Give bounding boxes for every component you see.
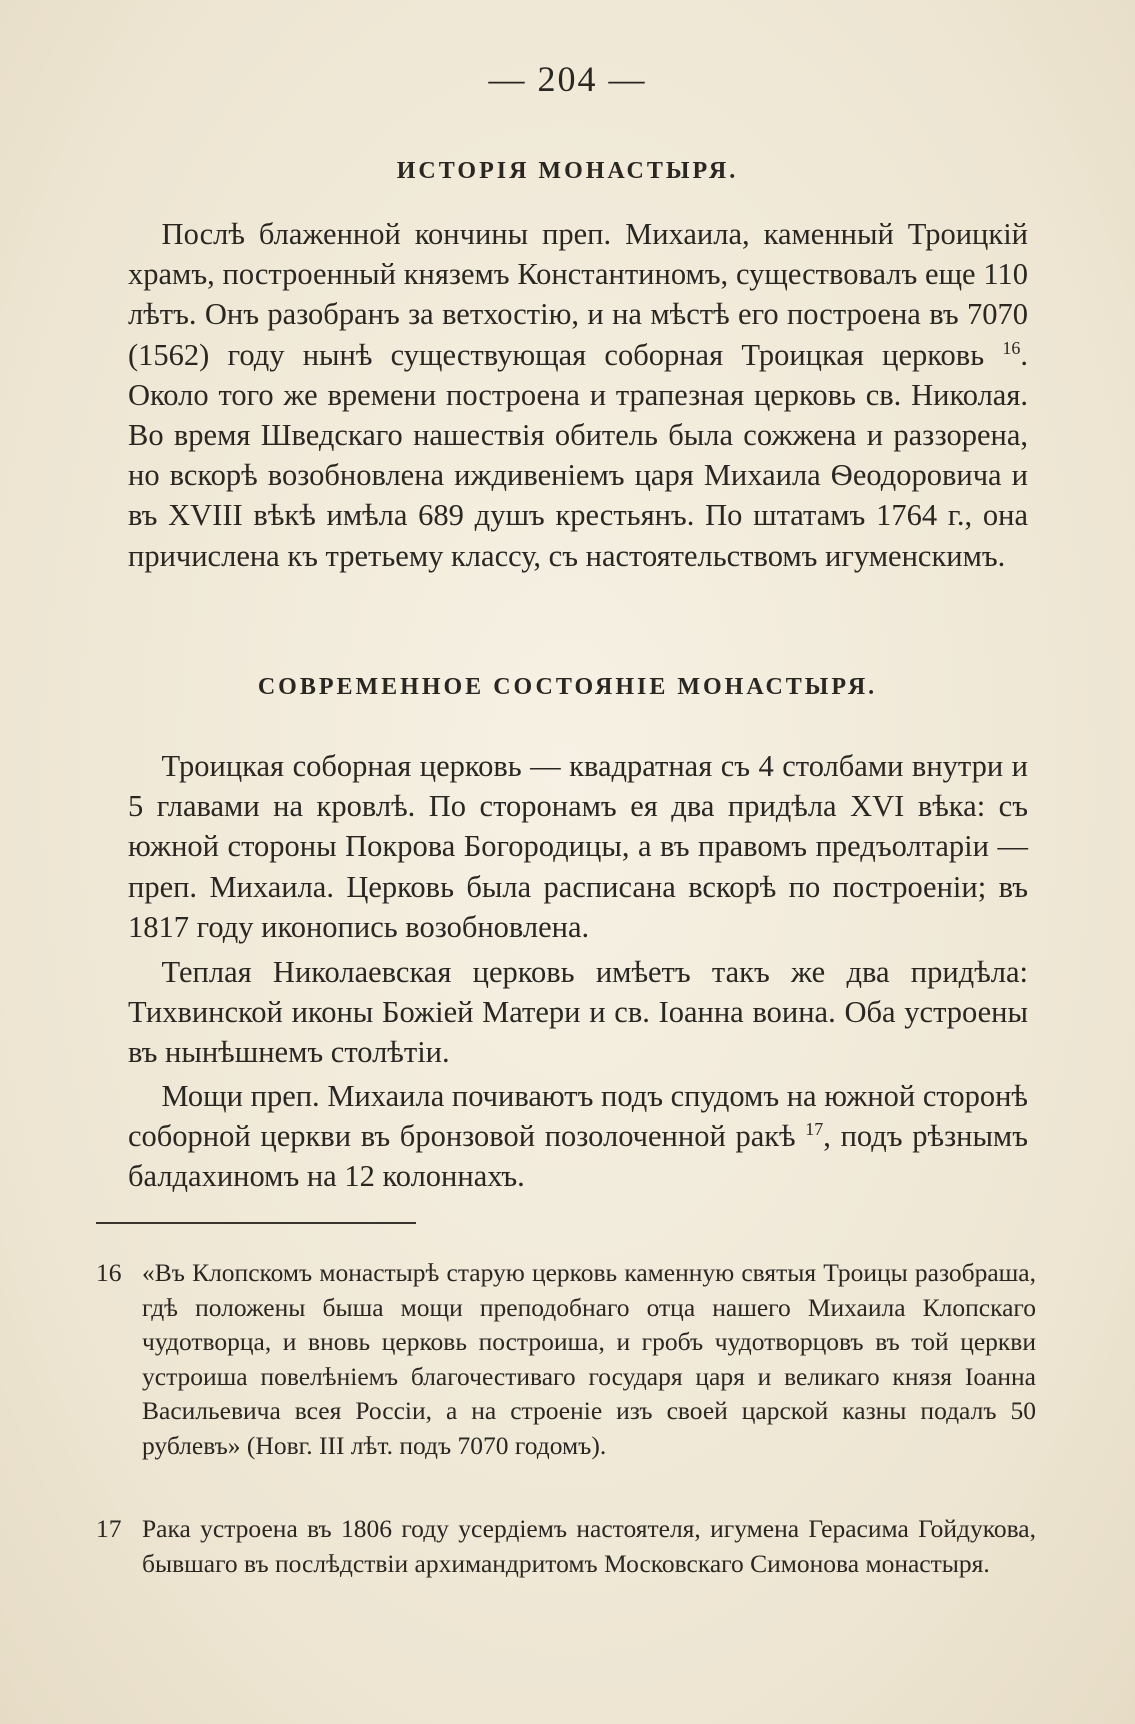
cathedral-paragraph: Троицкая соборная церковь — квадратная съ 4 столбами внутри и 5 главами на кровлѣ. По сторонамъ ея два придѣла XVI вѣка: съ южной стороны Покрова Богородицы, а въ правомъ предъолтаріи — преп. Михаила. Церковь была расписана вскорѣ по построеніи; въ 1817 году иконопись возобновлена. [128,749,1028,944]
history-paragraph [128,214,1028,576]
relics-text-part1: Мощи преп. Михаила почиваютъ подъ спудомъ на южной сторонѣ соборной церкви въ бронзовой позолоченной ракѣ [128,1079,1028,1154]
footnote-ref-17[interactable]: 17 [805,1119,824,1140]
footnote-text: «Въ Клопскомъ монастырѣ старую церковь каменную святыя Троицы разобраша, гдѣ положены быша мощи преподобнаго отца нашего Михаила Клопскаго чудотворца, и вновь церковь построиша, и гробъ чудотворцовъ въ той церкви устроиша повелѣніемъ благочестиваго государя царя и великаго князя Іоанна Васильевича всея Россіи, а на строеніе изъ своей царской казны подалъ 50 рублевъ» (Новг. III лѣт. подъ 7070 годомъ). [142,1258,1036,1460]
footnote-number: 17 [96,1514,122,1543]
footnote-divider [96,1222,416,1224]
footnote-17 [96,1512,1036,1581]
footnote-ref-16[interactable]: 16 [1002,337,1021,358]
history-text-part2: . Около того же времени построена и трапезная церковь св. Николая. Во время Шведскаго нашествія обитель была сожжена и раззорена, но вскорѣ возобновлена иждивеніемъ царя Михаила Ѳеодоровича и въ XVIII вѣкѣ имѣла 689 душъ крестьянъ. По штатамъ 1764 г., она причислена къ третьему классу, съ настоятельствомъ игуменскимъ. [128,337,1028,573]
footnote-text: Рака устроена въ 1806 году усердіемъ настоятеля, игумена Герасима Гойдукова, бывшаго въ послѣдствіи архимандритомъ Московскаго Симонова монастыря. [142,1514,1036,1578]
nicholas-church-paragraph: Теплая Николаевская церковь имѣетъ такъ же два придѣла: Тихвинской иконы Божіей Матери и св. Іоанна воина. Оба устроены въ нынѣшнемъ столѣтіи. [128,955,1028,1070]
footnote-number: 16 [96,1258,122,1287]
relics-paragraph [128,1076,1028,1197]
section-heading-current-state: СОВРЕМЕННОЕ СОСТОЯНІЕ МОНАСТЫРЯ. [257,674,878,700]
page-number: — 204 — [488,59,647,99]
history-text-part1: Послѣ блаженной кончины преп. Михаила, каменный Троицкій храмъ, построенный княземъ Константиномъ, существовалъ еще 110 лѣтъ. Онъ разобранъ за ветхостію, и на мѣстѣ его построена въ 7070 (1562) году нынѣ существующая соборная Троицкая церковь [128,217,1028,372]
relics-text-part2: , подъ рѣзнымъ балдахиномъ на 12 колоннахъ. [128,1119,1029,1194]
section-heading-history: ИСТОРІЯ МОНАСТЫРЯ. [396,158,739,184]
footnote-16 [96,1256,1036,1463]
